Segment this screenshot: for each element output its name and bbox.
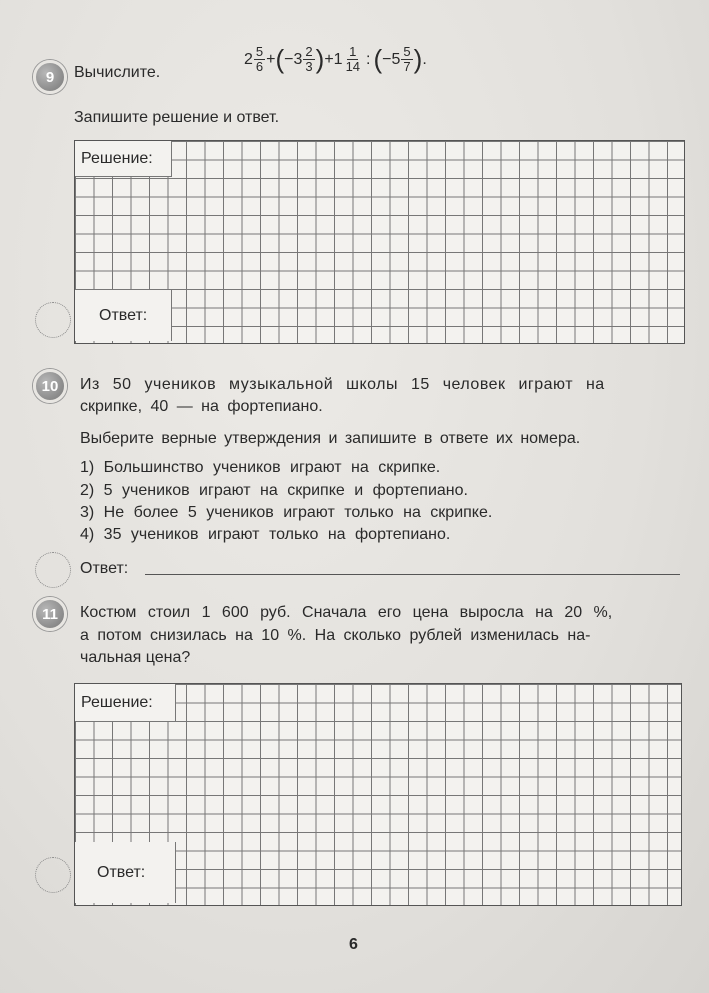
expr-colon: :: [366, 50, 371, 68]
task-10-option-1: 1) Большинство учеников играют на скрипке.: [80, 459, 441, 476]
task-9-answer-label: Ответ:: [75, 290, 172, 341]
expr-rparen1: ): [315, 44, 325, 74]
task-11-text-line2: а потом снизилась на 10 %. На сколько рублей изменилась на-: [80, 627, 591, 644]
task-10-option-4: 4) 35 учеников играют только на фортепиано.: [80, 526, 451, 543]
task-9-instruction: Запишите решение и ответ.: [74, 109, 280, 126]
task-10-instruction: Выберите верные утверждения и запишите в ответе их номера.: [80, 430, 581, 447]
task-11-text-line1: Костюм стоил 1 600 руб. Сначала его цена выросла на 20 %,: [80, 604, 613, 621]
expr-minus2: −5: [382, 50, 401, 68]
task-11-badge: 11: [33, 597, 67, 631]
expr-frac3: $\frac{1}{14}$: [345, 44, 361, 74]
task-9-expression: [244, 44, 427, 75]
task-9-badge: 9: [33, 60, 67, 94]
task-10-option-3: 3) Не более 5 учеников играют только на скрипке.: [80, 504, 493, 521]
task-9-solution-label: Решение:: [75, 141, 172, 177]
task-11-answer-label: Ответ:: [75, 842, 176, 903]
task-10-badge: 10: [33, 369, 67, 403]
expr-w1: 2: [244, 50, 253, 68]
expr-plus1: +: [266, 50, 276, 68]
task-10-score-circle: [35, 552, 71, 588]
expr-frac2: $\frac{2}{3}$: [305, 44, 313, 74]
page-number: 6: [349, 936, 358, 953]
task-11-score-circle: [35, 857, 71, 893]
task-10-answer-label: Ответ:: [80, 560, 129, 577]
task-9-prompt: Вычислите.: [74, 64, 161, 81]
task-11-text-line3: чальная цена?: [80, 649, 191, 666]
expr-frac4: $\frac{5}{7}$: [403, 44, 411, 74]
task-11-solution-label: Решение:: [75, 684, 176, 722]
task-10-answer-line[interactable]: [145, 574, 680, 575]
task-10-text-line1: Из 50 учеников музыкальной школы 15 человек играют на: [80, 376, 605, 393]
expr-lparen1: (: [275, 44, 285, 74]
expr-frac1: $\frac{5}{6}$: [255, 44, 264, 74]
expr-rparen2: ): [413, 44, 423, 74]
task-9-score-circle: [35, 302, 71, 338]
expr-dot: .: [422, 50, 427, 68]
expr-lparen2: (: [373, 44, 383, 74]
expr-minus1: −3: [284, 50, 303, 68]
task-10-text-line2: скрипке, 40 — на фортепиано.: [80, 398, 323, 415]
task-10-option-2: 2) 5 учеников играют на скрипке и фортепиано.: [80, 482, 468, 499]
expr-plus2: +1: [324, 50, 343, 68]
